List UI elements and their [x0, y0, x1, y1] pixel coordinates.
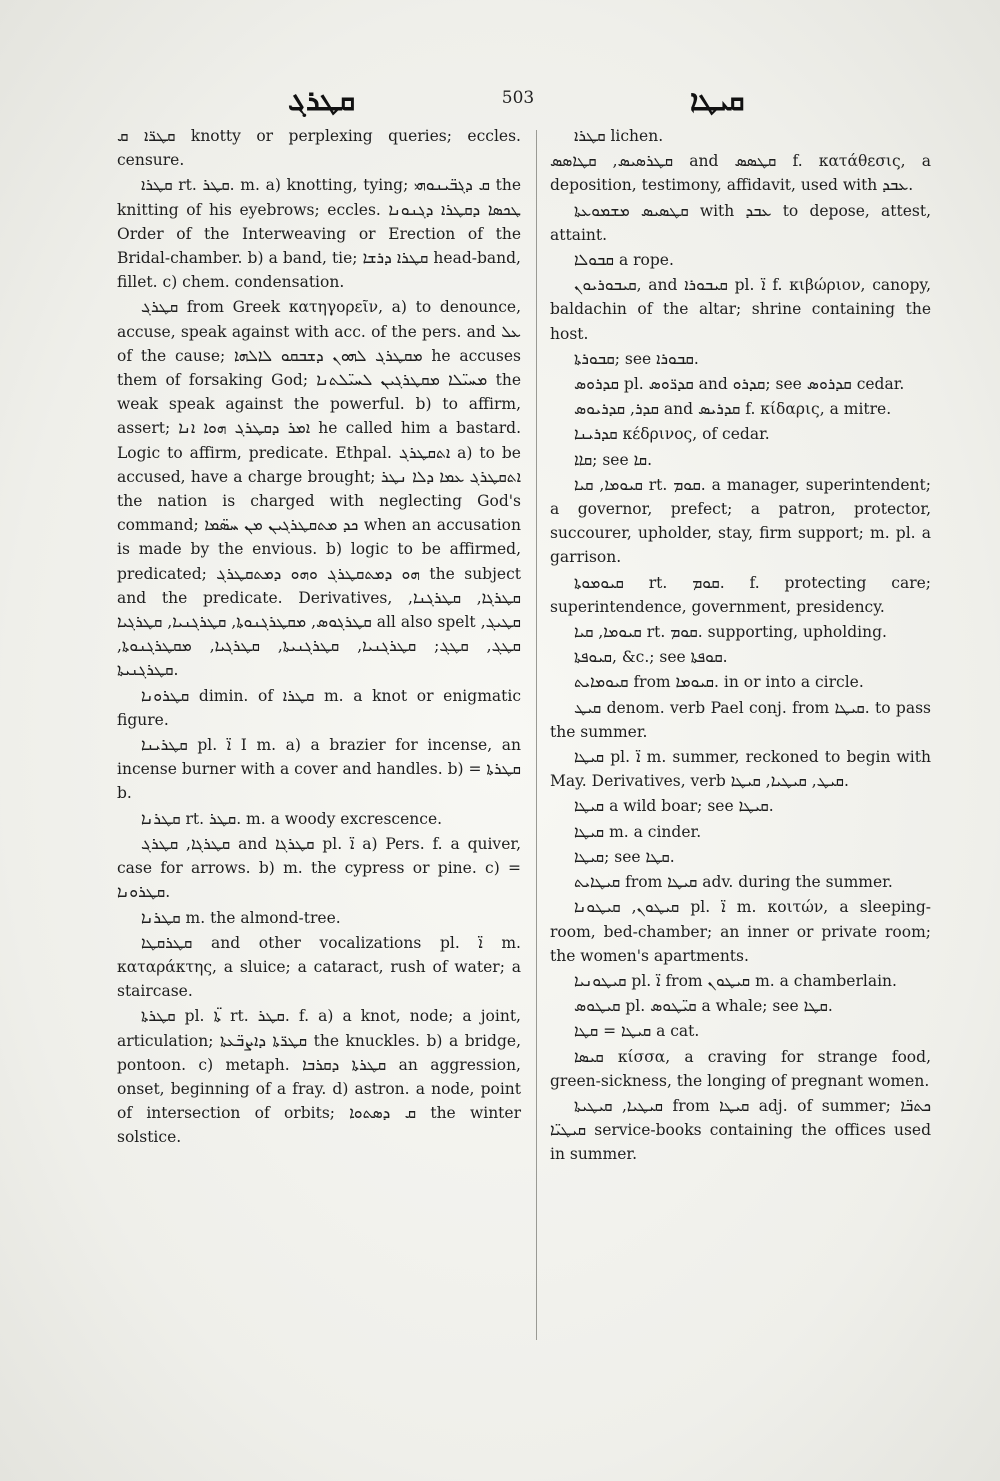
dictionary-entry: ܩܝܛܐ pl. ܐ̈ m. summer, reckoned to begin with May. Derivatives, verb ܩܝܛ, ܩܝܛܝܐ, ܩܝܛܐ.: [550, 748, 931, 791]
dictionary-entry: ܩܝܛܘܣ pl. ܩܝ̈ܛܘܣ a whale; see ܩܛܐ.: [574, 997, 833, 1016]
dictionary-entry: ܩܝܛܐ m. a cinder.: [574, 822, 702, 841]
dictionary-entry: ܩܝܛܐ a wild boar; see ܩܝܛܐ.: [574, 797, 774, 816]
dictionary-entry: ܩܝܛܘܢ, ܩܝܛܘܢܐ pl. ܐ̈ m. κοιτών, a sleeping-room, bed-chamber; an inner or private room; the women's apartments.: [550, 898, 932, 965]
dictionary-entry: ܩܛܣܝܣ ܡܫܡܘܥܬܐ with ܥܒܕ to depose, attest, attaint.: [550, 201, 931, 244]
dictionary-entry: ܩܛܪܢܐ rt. ܩܛܪ. m. a woody excrescence.: [141, 809, 443, 828]
dictionary-entry: ܩܕܪ, ܩܕܪܝܘܣ and ܩܕܪܝܣ f. κίδαρις, a mitre.: [574, 400, 892, 419]
dictionary-entry: ܩܝܘܡܐ, ܩܝܐ rt. ܩܘܡ. supporting, upholding.: [574, 623, 887, 642]
dictionary-entry: ܩܒܘܠܐ a rope.: [574, 251, 674, 270]
dictionary-entry: ܩܛܪܝܢܐ pl. ܐ̈ I m. a) a brazier for incense, an incense burner with a cover and handles. b) = ܩܛܪܬܐ b.: [117, 736, 521, 803]
dictionary-entry: ܩܝܘܦܬܐ, &c.; see ܩܘܦܬܐ.: [574, 648, 728, 667]
dictionary-entry: ܩܝܛܐܝܬ from ܩܝܛܐ adv. during the summer.: [574, 873, 893, 892]
dictionary-entry: ܩܛܪܘܢܐ dimin. of ܩܛܪܐ m. a knot or enigmatic figure.: [117, 686, 521, 729]
dictionary-entry: ܩܝܛܝܐ, ܩܝܛܝܬܐ from ܩܝܛܐ adj. of summer; ܟܬܒ̈ܐ ܩܝܛܝ̈ܐ service-books containing the offices used in summer.: [550, 1096, 932, 1164]
dictionary-entry: ܩܝܛܐ; see ܩܛܐ.: [574, 847, 675, 866]
left-column: [117, 124, 521, 1151]
dictionary-entry: ܩܝܘܡܘܬܐ rt. ܩܘܡ. f. protecting care; superintendence, government, presidency.: [550, 573, 931, 616]
dictionary-entry: ܩܛܪܓܐ, ܩܛܪܓ and ܩܛܪܓܐ pl. ܐ̈ a) Pers. f. a quiver, case for arrows. b) m. the cypress or pine. c) = ܩܛܪܘܢܐ.: [117, 834, 521, 902]
dictionary-entry: ܩܛܪܣܝܣ, ܩܛܐܣܣ and ܩܛܣܣ f. κατάθεσις, a deposition, testimony, affidavit, used with ܥܒܕ.: [550, 152, 931, 195]
dictionary-entry: ܩܝܣܐ κίσσα, a craving for strange food, green-sickness, the longing of pregnant women.: [550, 1047, 931, 1090]
dictionary-entry: ܩܝܘܡܐܝܬ from ܩܝܘܡܐ. in or into a circle.: [574, 673, 864, 692]
dictionary-entry: ܩܕܪܘܣ pl. ܩܕܪ̈ܘܣ and ܩܕܪܘ; see ܩܕܪܘܣ cedar.: [574, 375, 905, 394]
dictionary-entry: ܩܝܘܡܐ, ܩܝܐ rt. ܩܘܡ. a manager, superintendent; a governor, prefect; a patron, protector, succourer, upholder, stay, firm support; m. pl. a garrison.: [550, 475, 932, 567]
dictionary-entry: ܩܝܛܐ = ܩܛܐ a cat.: [574, 1022, 700, 1041]
dictionary-entry: ܩܐܐ; see ܩܐ.: [574, 450, 653, 469]
left-running-headword: ܩܛܪܓ: [288, 84, 356, 117]
dictionary-entry: ܩܝܒܘܪܝܘܢ, and ܩܝܒܘܪܐ pl. ܐ̈ f. κιβώριον, canopy, baldachin of the altar; shrine containing the host.: [550, 276, 931, 343]
page-number: 503: [501, 88, 535, 108]
dictionary-entry: ܩܛܪܬܐ pl. ܬ̈ܐ rt. ܩܛܪ. f. a) a knot, node; a joint, articulation; ܩܛܪ̈ܬܐ ܕܐܨܒ̈ܥܬܐ the knuckles. b) a bridge, pontoon. c) metaph. ܩܛܪܬܐ ܕܩܪܒܐ an aggression, onset, beginning of a fray. d) astron. a node, point of intersection of orbits; ܩ ܕܣܬܘܐ the winter solstice.: [117, 1007, 521, 1147]
dictionary-entry: ܩܝܛ denom. verb Pael conj. from ܩܝܛܐ. to pass the summer.: [550, 698, 931, 741]
dictionary-entry: ܩܛܪܐ rt. ܩܛܪ. m. a) knotting, tying; ܩ ܕܓܒ̈ܝܢܘܗܝ the knitting of his eyebrows; eccles. ܛܟܣܐ ܕܩܛܪܐ ܕܓܢܘܢܐ Order of the Interweaving or Erection of the Bridal-chamber. b) a band, tie; ܩܛܪܐ ܕܪܫܐ head-band, fillet. c) chem. condensation.: [117, 176, 522, 292]
column-divider: [536, 130, 537, 1340]
right-column: [550, 124, 931, 1168]
dictionary-entry: ܩܛܪܢܐ m. the almond-tree.: [141, 908, 341, 927]
dictionary-entry: ܩܒܘܪܬܐ; see ܩܒܘܪܐ.: [574, 349, 699, 368]
dictionary-entry: ܩܝܛܘܢܝܐ pl. ܐ̈ from ܩܝܛܘܢ m. a chamberlain.: [574, 971, 897, 990]
dictionary-entry: ܩܛܪ̈ܐ ܩ knotty or perplexing queries; eccles. censure.: [117, 127, 521, 170]
dictionary-entry: ܩܛܪܩܛܐ and other vocalizations pl. ܐ̈ m. καταράκτης, a sluice; a cataract, rush of water; a staircase.: [117, 933, 521, 1001]
right-running-headword: ܩܝܛܐ: [690, 84, 745, 117]
dictionary-entry: ܩܕܪܝܢܐ κέδρινος, of cedar.: [574, 425, 770, 444]
dictionary-entry: ܩܛܪܓ from Greek κατηγορεῖν, a) to denounce, accuse, speak against with acc. of the pers. and ܥܠ of the cause; ܡܩܛܪܓ ܠܗܘܢ ܕܫܒܩܘ ܠܐܠܗܐ he accuses them of forsaking God; ܡܚܝ̈ܠܐ ܡܩܛܪܓܝܢ ܠܚܝ̈ܠܬܢܐ the weak speak against the powerful. b) to affirm, assert; ܐܡܪ ܕܩܛܪܓ ܗܘܐ ܐܢܐ he called him a bastard. Logic to affirm, predicate. Ethpal. ܐܬܩܛܪܓ a) to be accused, have a charge brought; ܐܬܩܛܪܓ ܥܡܐ ܕܠܐ ܢܛܪ the nation is charged with neglecting God's command; ܟܕ ܡܬܩܛܪܓܝܢ ܡܢ ܚܣ̈ܡܐ when an accusation is made by the envious. b) logic to be affirmed, predicated; ܗܘ ܕܡܬܩܛܪܓ ܘܗܘ ܕܡܬܩܛܪܓ the subject and the predicate. Derivatives, ܩܛܪܓܐ, ܩܛܪܓܢܐ, ܩܛܪܓܘܣ, ܡܩܛܪܓܢܘܬܐ, ܩܛܪܓܢܝܐ, ܩܛܪܓܝܐ all also spelt ܩܛܝܓ, ܩܛܓ, ܩܛܓ; ܩܛܪܓܢܝܐ, ܩܛܪܓܢܝܬܐ, ܩܛܪܓܝܐ, ܡܩܛܪܓܢܘܬܐ, ܩܛܪܓܢܝܬܐ.: [117, 298, 521, 680]
dictionary-entry: ܩܛܪܐ lichen.: [574, 127, 664, 145]
